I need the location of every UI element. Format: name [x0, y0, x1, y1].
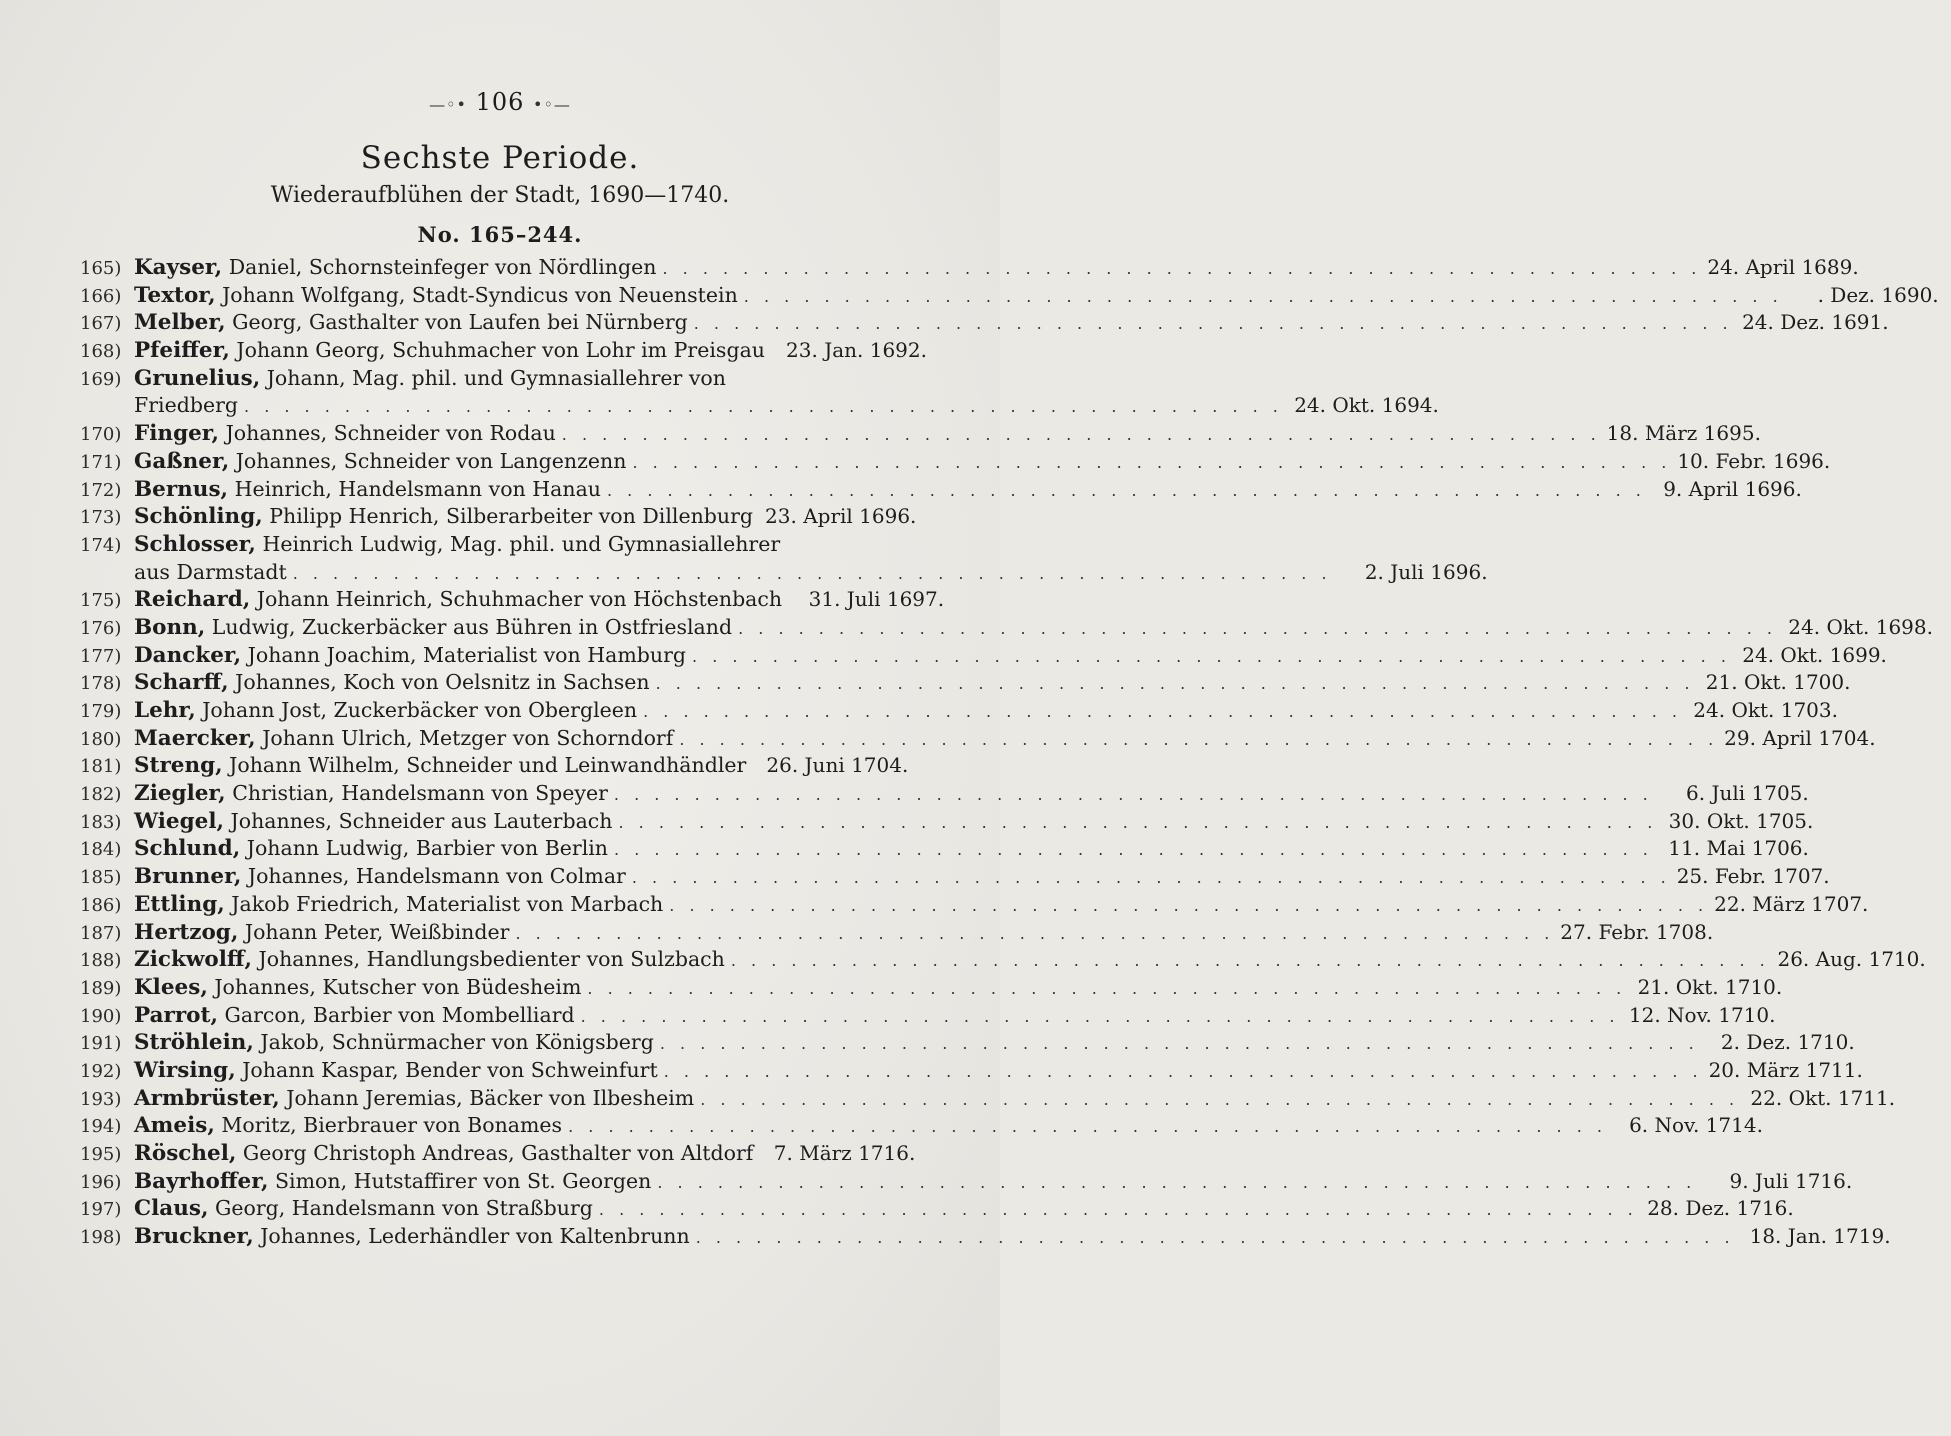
entry-surname: Bruckner, — [134, 1224, 254, 1250]
entry-line — [80, 1085, 1896, 1113]
entry-number: 186) — [80, 894, 122, 916]
entry-surname: Bonn, — [134, 614, 206, 640]
list-item — [80, 365, 1439, 420]
entry-line — [80, 1195, 1794, 1223]
list-item — [80, 697, 1838, 725]
list-item — [80, 503, 920, 531]
entry-date: 31. Juli 1697. — [808, 587, 945, 612]
entry-number: 198) — [80, 1227, 122, 1249]
entry-description: Johann Ludwig, Barbier von Berlin — [246, 836, 609, 861]
entry-date: 6. Juli 1705. — [1686, 781, 1809, 806]
entry-line — [80, 725, 1876, 753]
entry-surname: Ziegler, — [134, 781, 226, 807]
list-item — [80, 448, 1831, 476]
entry-surname: Ameis, — [134, 1113, 215, 1139]
dot-leader: . . . . . . . . . . . . . . . . . . . . . . . . . . . . . . . . . . . . . . . . . . . . . . . . . . . . — [568, 1117, 1607, 1137]
list-item — [80, 1002, 1776, 1030]
dot-leader: . . . . . . . . . . . . . . . . . . . . . . . . . . . . . . . . . . . . . . . . . . . . . . . . . . . . — [580, 1006, 1620, 1026]
entry-description: Johann Wolfgang, Stadt-Syndicus von Neuenstein — [222, 282, 738, 307]
dot-leader: . . . . . . . . . . . . . . . . . . . . . . . . . . . . . . . . . . . . . . . . . . . . . . . . . . . . — [643, 702, 1682, 721]
entry-line — [80, 752, 920, 780]
entry-date: 6. Nov. 1714. — [1629, 1113, 1763, 1138]
entry-date: 23. April 1696. — [765, 504, 917, 529]
entry-surname: Bayrhoffer, — [134, 1168, 269, 1194]
list-item — [80, 254, 1859, 282]
entry-surname: Streng, — [134, 753, 223, 779]
entry-surname: Brunner, — [134, 864, 242, 890]
list-item — [80, 586, 945, 614]
ornament-right: •◦— — [533, 95, 571, 114]
entry-number: 196) — [80, 1171, 122, 1193]
list-item — [80, 808, 1814, 836]
entry-line — [80, 309, 1889, 337]
entry-surname: Dancker, — [134, 642, 242, 668]
dot-leader: . . . . . . . . . . . . . . . . . . . . . . . . . . . . . . . . . . . . . . . . . . . . . . . . . . . . — [692, 646, 1731, 666]
entry-surname: Wirsing, — [134, 1057, 236, 1083]
entry-date: 10. Febr. 1696. — [1677, 448, 1831, 473]
chapter-title: Sechste Periode. — [360, 140, 640, 176]
entry-date: 25. Febr. 1707. — [1676, 864, 1830, 889]
entry-date: 2. Dez. 1710. — [1720, 1030, 1855, 1055]
entry-number: 171) — [80, 451, 122, 473]
entry-number: 193) — [80, 1088, 122, 1110]
dot-leader: . . . . . . . . . . . . . . . . . . . . . . . . . . . . . . . . . . . . . . . . . . . . . . . . . . . . — [613, 785, 1653, 805]
entry-surname: Ströhlein, — [134, 1030, 254, 1056]
entry-line — [80, 669, 1851, 697]
list-item — [80, 725, 1876, 753]
list-item — [80, 669, 1851, 697]
list-item — [80, 1195, 1794, 1223]
entry-surname: Parrot, — [134, 1002, 218, 1028]
dot-leader: . . . . . . . . . . . . . . . . . . . . . . . . . . . . . . . . . . . . . . . . . . . . . . . . . . . . — [655, 674, 1695, 694]
entry-number: 192) — [80, 1060, 122, 1082]
entry-line — [80, 891, 1869, 919]
entry-line — [80, 337, 927, 365]
dot-leader: . . . . . . . . . . . . . . . . . . . . . . . . . . . . . . . . . . . . . . . . . . . . . . . . . . . . — [659, 1034, 1699, 1054]
entry-line — [80, 697, 1838, 725]
list-item — [80, 642, 1887, 670]
entry-number: 182) — [80, 784, 122, 806]
entry-surname: Melber, — [134, 310, 226, 336]
entry-line — [80, 448, 1831, 476]
entry-surname: Reichard, — [134, 587, 251, 613]
list-item — [80, 946, 1926, 974]
entry-line — [80, 642, 1887, 670]
entry-description: Johannes, Handlungsbedienter von Sulzbach — [258, 947, 725, 972]
list-item — [80, 309, 1889, 337]
entry-number: 191) — [80, 1033, 122, 1055]
entry-continuation: Friedberg — [134, 393, 239, 418]
entry-number: 184) — [80, 839, 122, 861]
entry-surname: Claus, — [134, 1196, 209, 1222]
entry-line — [80, 1112, 1763, 1140]
dot-leader: . . . . . . . . . . . . . . . . . . . . . . . . . . . . . . . . . . . . . . . . . . . . . . . . . . . . — [700, 1089, 1740, 1109]
entry-line — [80, 282, 1939, 310]
entry-description: Johann Peter, Weißbinder — [244, 919, 510, 944]
entry-surname: Zickwolff, — [134, 947, 252, 973]
entry-description: Jakob Friedrich, Materialist von Marbach — [231, 891, 664, 916]
entry-number: 174) — [80, 534, 122, 556]
entry-line — [80, 919, 1714, 947]
list-item — [80, 531, 1488, 586]
entry-number: 189) — [80, 977, 122, 999]
entry-description: Johannes, Koch von Oelsnitz in Sachsen — [235, 670, 650, 695]
list-item — [80, 863, 1830, 891]
dot-leader: . . . . . . . . . . . . . . . . . . . . . . . . . . . . . . . . . . . . . . . . . . . . . . . . . . . . — [618, 812, 1658, 832]
entry-line — [80, 808, 1814, 836]
entry-date: 18. März 1695. — [1606, 421, 1761, 446]
dot-leader: . . . . . . . . . . . . . . . . . . . . . . . . . . . . . . . . . . . . . . . . . . . . . . . . . . . . — [515, 923, 1555, 943]
entry-number: 170) — [80, 424, 122, 446]
entry-description: Johann Heinrich, Schuhmacher von Höchstenbach — [256, 587, 783, 612]
list-item — [80, 420, 1761, 448]
list-item — [80, 1168, 1853, 1196]
entry-date: 22. März 1707. — [1714, 891, 1869, 916]
entry-date: 29. April 1704. — [1724, 725, 1876, 750]
entry-date: 24. Okt. 1694. — [1294, 393, 1439, 418]
dot-leader: . . . . . . . . . . . . . . . . . . . . . . . . . . . . . . . . . . . . . . . . . . . . . . . . . . . . — [607, 480, 1646, 500]
entry-number: 173) — [80, 507, 122, 529]
entry-line — [80, 614, 1933, 642]
chapter-subtitle: Wiederaufblühen der Stadt, 1690—1740. — [270, 183, 730, 208]
entry-line — [80, 946, 1926, 974]
entry-number: 167) — [80, 313, 122, 335]
dot-leader: . . . . . . . . . . . . . . . . . . . . . . . . . . . . . . . . . . . . . . . . . . . . . . . . . . . . — [657, 1172, 1697, 1192]
entry-description: Christian, Handelsmann von Speyer — [232, 781, 608, 806]
entry-description: Georg Christoph Andreas, Gasthalter von Altdorf — [242, 1141, 754, 1165]
entry-line — [80, 1223, 1891, 1251]
entry-date: 18. Jan. 1719. — [1749, 1224, 1891, 1249]
entry-date: 23. Jan. 1692. — [786, 338, 927, 363]
entry-line — [80, 531, 920, 559]
entry-number: 187) — [80, 922, 122, 944]
page-number: 106 — [475, 88, 525, 116]
entry-date: 24. April 1689. — [1707, 255, 1859, 279]
entry-description: Johann Kaspar, Bender von Schweinfurt — [242, 1057, 658, 1082]
entry-date: 24. Dez. 1691. — [1742, 310, 1889, 335]
dot-leader: . . . . . . . . . . . . . . . . . . . . . . . . . . . . . . . . . . . . . . . . . . . . . . . . . . . . — [614, 840, 1653, 860]
entry-line — [80, 1002, 1776, 1030]
entry-surname: Klees, — [134, 974, 208, 1000]
entry-date: 28. Dez. 1716. — [1647, 1196, 1794, 1221]
entry-number: 185) — [80, 867, 122, 889]
list-item — [80, 1140, 920, 1168]
dot-leader: . . . . . . . . . . . . . . . . . . . . . . . . . . . . . . . . . . . . . . . . . . . . . . . . . . . . — [695, 1228, 1735, 1248]
list-item — [80, 752, 920, 780]
entry-line — [80, 1029, 1855, 1057]
entry-date: 24. Okt. 1699. — [1742, 642, 1887, 667]
entry-description: Johann Jeremias, Bäcker von Ilbesheim — [286, 1085, 695, 1110]
entry-line — [80, 974, 1783, 1002]
entry-date: 2. Juli 1696. — [1364, 559, 1488, 584]
entry-date: 21. Okt. 1700. — [1705, 670, 1851, 695]
dot-leader: . . . . . . . . . . . . . . . . . . . . . . . . . . . . . . . . . . . . . . . . . . . . . . . . . . . . — [669, 895, 1709, 915]
dot-leader: . . . . . . . . . . . . . . . . . . . . . . . . . . . . . . . . . . . . . . . . . . . . . . . . . . . . — [244, 397, 1283, 417]
entry-description: Georg, Gasthalter von Laufen bei Nürnberg — [232, 310, 688, 335]
entry-number: 195) — [80, 1144, 122, 1165]
entry-number: 188) — [80, 950, 122, 972]
list-item — [80, 1112, 1763, 1140]
dot-leader: . . . . . . . . . . . . . . . . . . . . . . . . . . . . . . . . . . . . . . . . . . . . . . . . . . . . — [743, 286, 1783, 306]
entry-number: 194) — [80, 1116, 122, 1138]
entry-date: 7. März 1716. — [773, 1141, 916, 1165]
entry-number: 166) — [80, 285, 122, 307]
entry-number: 190) — [80, 1005, 122, 1027]
entry-date: 26. Aug. 1710. — [1777, 947, 1926, 972]
list-item — [80, 919, 1714, 947]
entry-description: Moritz, Bierbrauer von Bonames — [221, 1113, 563, 1138]
entry-description: Philipp Henrich, Silberarbeiter von Dillenburg — [269, 504, 754, 529]
entry-number: 181) — [80, 756, 122, 778]
entry-line — [80, 1057, 1863, 1085]
entry-description: Johann, Mag. phil. und Gymnasiallehrer von — [266, 365, 726, 390]
list-item — [80, 1057, 1863, 1085]
entry-description: Johannes, Handelsmann von Colmar — [247, 864, 626, 889]
page-number-header — [0, 88, 1000, 116]
entry-date: 21. Okt. 1710. — [1637, 974, 1783, 999]
entry-description: Johannes, Lederhändler von Kaltenbrunn — [260, 1224, 690, 1249]
list-item — [80, 1085, 1896, 1113]
dot-leader: . . . . . . . . . . . . . . . . . . . . . . . . . . . . . . . . . . . . . . . . . . . . . . . . . . . . — [693, 314, 1733, 334]
entry-date: 11. Mai 1706. — [1668, 836, 1809, 861]
entry-surname: Hertzog, — [134, 919, 239, 945]
entry-description: Johann Ulrich, Metzger von Schorndorf — [262, 725, 674, 750]
dot-leader: . . . . . . . . . . . . . . . . . . . . . . . . . . . . . . . . . . . . . . . . . . . . . . . . . . . . — [632, 452, 1672, 472]
dot-leader: . . . . . . . . . . . . . . . . . . . . . . . . . . . . . . . . . . . . . . . . . . . . . . . . . . . . — [738, 618, 1777, 638]
entry-surname: Gaßner, — [134, 448, 230, 474]
dot-leader: . . . . . . . . . . . . . . . . . . . . . . . . . . . . . . . . . . . . . . . . . . . . . . . . . . . . — [292, 563, 1332, 583]
list-item — [80, 614, 1933, 642]
entry-continuation-line — [80, 559, 1488, 587]
entry-number: 169) — [80, 368, 122, 390]
entry-description: Johann Wilhelm, Schneider und Leinwandhändler — [229, 753, 747, 778]
entry-surname: Bernus, — [134, 476, 229, 502]
entry-line — [80, 476, 1802, 504]
list-item — [80, 974, 1783, 1002]
entry-description: Johann Jost, Zuckerbäcker von Obergleen — [202, 698, 638, 722]
entry-surname: Schlund, — [134, 836, 241, 862]
entry-description: Johann Georg, Schuhmacher von Lohr im Preisgau — [236, 338, 765, 363]
entry-date: . Dez. 1690. — [1817, 282, 1939, 307]
entry-number: 180) — [80, 728, 122, 750]
list-item — [80, 476, 1802, 504]
entry-surname: Grunelius, — [134, 365, 261, 391]
entry-number: 179) — [80, 701, 122, 722]
dot-leader: . . . . . . . . . . . . . . . . . . . . . . . . . . . . . . . . . . . . . . . . . . . . . . . . . . . . — [663, 1061, 1703, 1081]
entry-line — [80, 780, 1809, 808]
entry-description: Johannes, Kutscher von Büdesheim — [214, 974, 582, 999]
entry-date: 9. April 1696. — [1663, 476, 1802, 501]
entry-line — [80, 420, 1761, 448]
entry-description: Johannes, Schneider von Langenzenn — [235, 448, 627, 473]
entry-description: Jakob, Schnürmacher von Königsberg — [260, 1030, 654, 1055]
entry-date: 24. Okt. 1698. — [1788, 614, 1933, 639]
entry-line — [80, 863, 1830, 891]
entry-date: 26. Juni 1704. — [766, 753, 909, 778]
entry-date: 12. Nov. 1710. — [1628, 1002, 1776, 1027]
entry-number: 197) — [80, 1199, 122, 1221]
entry-line — [80, 835, 1809, 863]
entry-number: 172) — [80, 479, 122, 501]
entry-line — [80, 254, 1859, 282]
entry-date: 30. Okt. 1705. — [1668, 808, 1814, 833]
entry-continuation-line — [80, 392, 1439, 420]
entry-number: 175) — [80, 590, 122, 612]
entry-date: 27. Febr. 1708. — [1560, 919, 1714, 944]
list-item — [80, 835, 1809, 863]
entry-description: Heinrich Ludwig, Mag. phil. und Gymnasiallehrer — [262, 531, 781, 556]
number-range: No. 165–244. — [417, 222, 583, 247]
entry-number: 168) — [80, 341, 122, 363]
entry-description: Garcon, Barbier von Mombelliard — [224, 1002, 575, 1027]
entry-date: 20. März 1711. — [1708, 1057, 1863, 1082]
dot-leader: . . . . . . . . . . . . . . . . . . . . . . . . . . . . . . . . . . . . . . . . . . . . . . . . . . . . — [631, 868, 1671, 888]
entry-surname: Scharff, — [134, 670, 229, 696]
entry-surname: Ettling, — [134, 891, 225, 917]
dot-leader: . . . . . . . . . . . . . . . . . . . . . . . . . . . . . . . . . . . . . . . . . . . . . . . . . . . . — [662, 259, 1702, 278]
list-item — [80, 337, 927, 365]
entry-description: Johannes, Schneider von Rodau — [225, 421, 556, 446]
list-item — [80, 282, 1939, 310]
entry-description: Simon, Hutstaffirer von St. Georgen — [275, 1168, 652, 1193]
entry-surname: Lehr, — [134, 698, 196, 723]
entry-surname: Wiegel, — [134, 808, 224, 834]
dot-leader: . . . . . . . . . . . . . . . . . . . . . . . . . . . . . . . . . . . . . . . . . . . . . . . . . . . . — [730, 951, 1770, 971]
entry-line — [80, 586, 945, 614]
dot-leader: . . . . . . . . . . . . . . . . . . . . . . . . . . . . . . . . . . . . . . . . . . . . . . . . . . . . — [561, 425, 1601, 445]
entry-line — [80, 365, 920, 393]
list-item — [80, 891, 1869, 919]
entry-number: 165) — [80, 258, 122, 279]
entry-line — [80, 1140, 920, 1168]
entry-surname: Röschel, — [134, 1141, 237, 1166]
entry-surname: Textor, — [134, 282, 216, 308]
entry-description: Heinrich, Handelsmann von Hanau — [234, 476, 601, 501]
list-item — [80, 1223, 1891, 1251]
entry-continuation: aus Darmstadt — [134, 559, 287, 584]
entry-date: 9. Juli 1716. — [1729, 1168, 1853, 1193]
entry-line — [80, 503, 920, 531]
dot-leader: . . . . . . . . . . . . . . . . . . . . . . . . . . . . . . . . . . . . . . . . . . . . . . . . . . . . — [598, 1200, 1638, 1220]
entry-surname: Pfeiffer, — [134, 338, 230, 364]
entry-description: Ludwig, Zuckerbäcker aus Bühren in Ostfriesland — [211, 614, 733, 639]
entry-date: 24. Okt. 1703. — [1693, 698, 1838, 722]
entry-number: 176) — [80, 617, 122, 639]
entry-description: Daniel, Schornsteinfeger von Nördlingen — [228, 255, 657, 279]
list-item — [80, 780, 1809, 808]
entry-description: Johann Joachim, Materialist von Hamburg — [247, 642, 687, 667]
entry-surname: Schlosser, — [134, 531, 256, 557]
entry-surname: Kayser, — [134, 255, 223, 280]
entry-number: 177) — [80, 645, 122, 667]
entry-description: Georg, Handelsmann von Straßburg — [214, 1196, 593, 1221]
entry-list — [80, 254, 1939, 1251]
dot-leader: . . . . . . . . . . . . . . . . . . . . . . . . . . . . . . . . . . . . . . . . . . . . . . . . . . . . — [587, 978, 1627, 998]
entry-surname: Maercker, — [134, 725, 256, 751]
list-item — [80, 1029, 1855, 1057]
entry-number: 178) — [80, 673, 122, 695]
entry-surname: Armbrüster, — [134, 1085, 280, 1111]
ornament-left: —◦• — [429, 95, 467, 114]
entry-surname: Finger, — [134, 421, 220, 447]
entry-number: 183) — [80, 811, 122, 833]
entry-description: Johannes, Schneider aus Lauterbach — [230, 808, 613, 833]
entry-date: 22. Okt. 1711. — [1750, 1085, 1896, 1110]
entry-line — [80, 1168, 1853, 1196]
entry-surname: Schönling, — [134, 504, 263, 530]
dot-leader: . . . . . . . . . . . . . . . . . . . . . . . . . . . . . . . . . . . . . . . . . . . . . . . . . . . . — [679, 729, 1719, 749]
